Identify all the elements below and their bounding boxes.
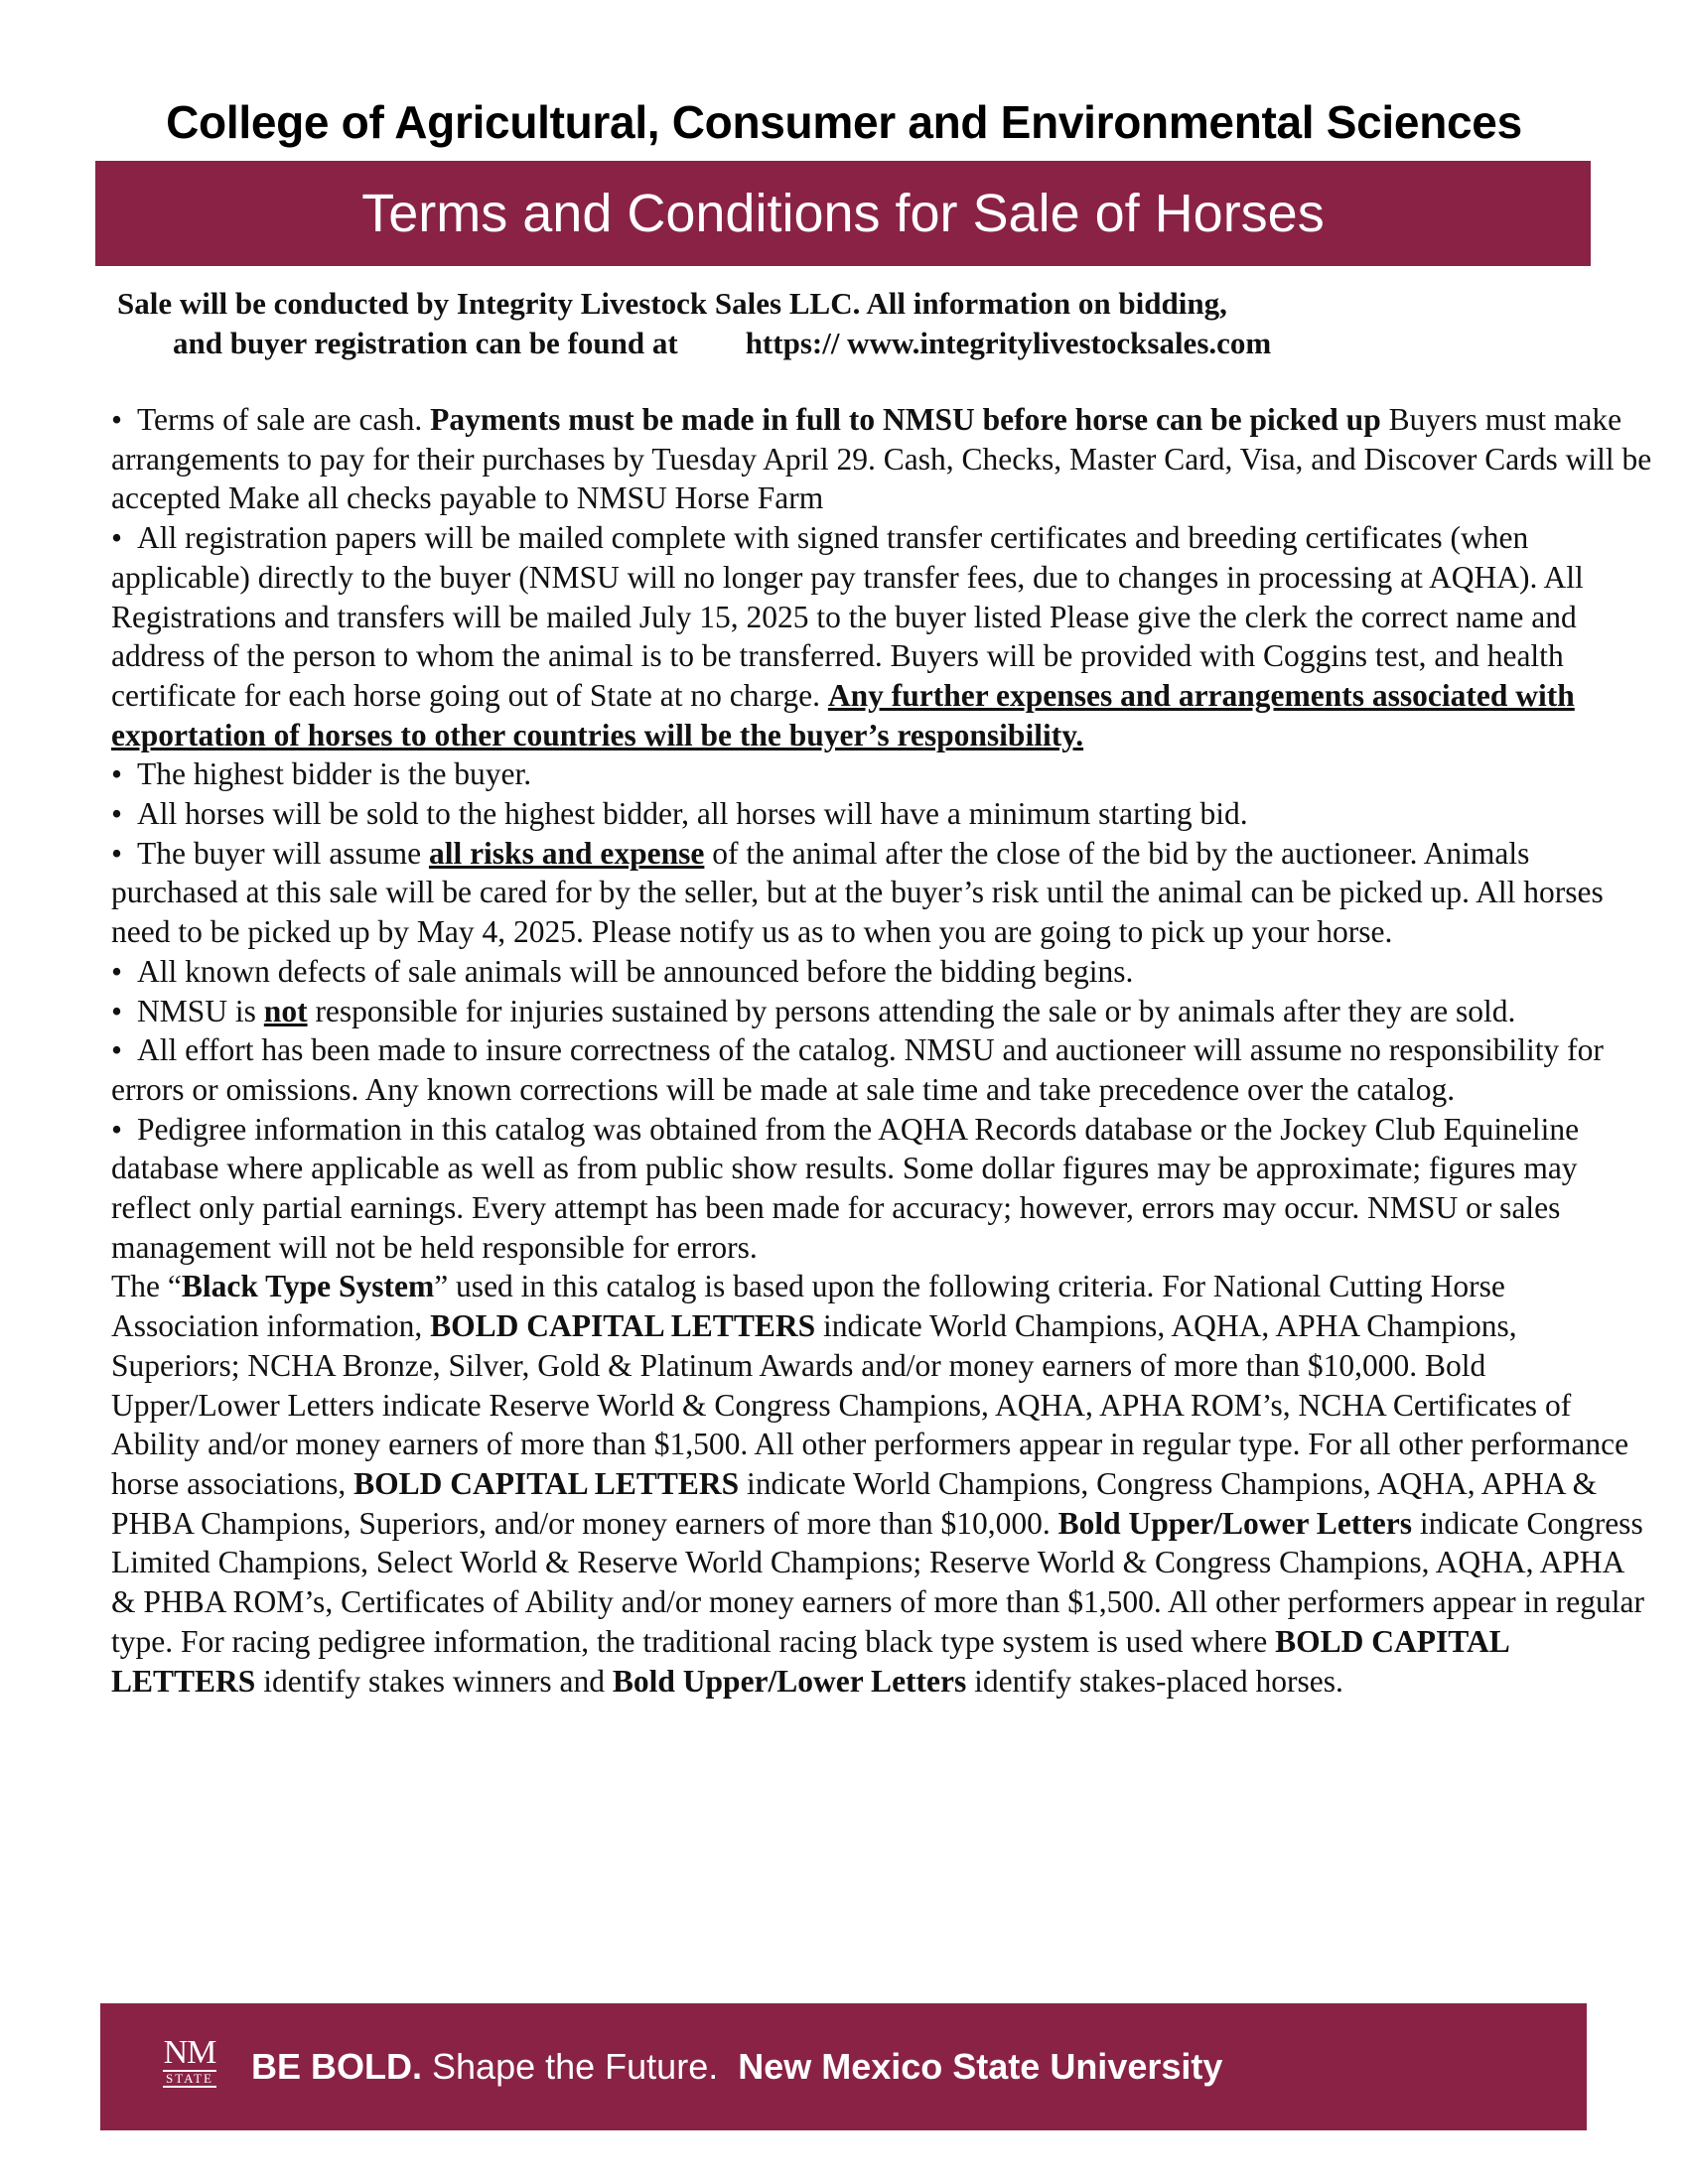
term-text: All effort has been made to insure correctness of the catalog. NMSU and auctioneer will assume no responsibility for errors or omissions. Any known corrections will be made at sale time and take precedence over the catalog. bbox=[111, 1032, 1604, 1107]
term-liability bbox=[111, 992, 1652, 1031]
term-text: The “ bbox=[111, 1269, 182, 1304]
intro-line-2-text: and buyer registration can be found at bbox=[173, 326, 678, 360]
term-text: Pedigree information in this catalog was obtained from the AQHA Records database or the Jockey Club Equineline database where applicable as well as from public show results. Some dollar figures may be approximate; figures may reflect only partial earnings. Every attempt has been made for accuracy; however, errors may occur. NMSU or sales management will not be held responsible for errors. bbox=[111, 1111, 1580, 1265]
term-defects bbox=[111, 952, 1652, 992]
term-catalog-correctness bbox=[111, 1030, 1652, 1109]
intro-line-1: Sale will be conducted by Integrity Livestock Sales LLC. All information on bidding, bbox=[117, 286, 1227, 321]
bullet: • bbox=[111, 993, 123, 1028]
term-bold: BOLD CAPITAL LETTERS bbox=[353, 1465, 740, 1501]
term-bold: BOLD CAPITAL LETTERS bbox=[430, 1308, 816, 1344]
website-link[interactable]: https:// www.integritylivestocksales.com bbox=[745, 326, 1272, 360]
term-text: All horses will be sold to the highest bidder, all horses will have a minimum starting bid. bbox=[137, 796, 1248, 832]
footer-university: New Mexico State University bbox=[738, 2046, 1223, 2087]
term-text: The buyer will assume bbox=[137, 835, 429, 871]
term-text: The highest bidder is the buyer. bbox=[137, 756, 532, 792]
term-registration bbox=[111, 518, 1652, 754]
term-text: ” used in this catalog is based upon the following criteria. For National Cutting Horse Association information, bbox=[111, 1269, 1505, 1344]
term-bold: Black Type System bbox=[181, 1269, 435, 1304]
term-pedigree bbox=[111, 1110, 1652, 1268]
term-bold: Bold Upper/Lower Letters bbox=[612, 1663, 967, 1699]
term-text: All known defects of sale animals will be announced before the bidding begins. bbox=[137, 953, 1134, 989]
bullet: • bbox=[111, 1111, 123, 1147]
bullet: • bbox=[111, 796, 123, 832]
black-type-system-paragraph bbox=[111, 1267, 1652, 1701]
term-text: identify stakes-placed horses. bbox=[966, 1663, 1343, 1699]
term-text: Buyers must make arrangements to pay for their purchases by Tuesday April 29. Cash, Checks, Master Card, Visa, and Discover Cards will be accepted Make all checks payable to NMSU Horse Farm bbox=[111, 402, 1652, 516]
term-bold: Payments must be made in full to NMSU before horse can be picked up bbox=[430, 402, 1381, 437]
term-text: NMSU is bbox=[137, 993, 264, 1028]
title-banner bbox=[95, 161, 1591, 266]
terms-list bbox=[111, 400, 1652, 1701]
term-risks bbox=[111, 834, 1652, 952]
page-title: Terms and Conditions for Sale of Horses bbox=[361, 184, 1325, 243]
college-heading: College of Agricultural, Consumer and Environmental Sciences bbox=[166, 96, 1522, 148]
term-text: identify stakes winners and bbox=[255, 1663, 613, 1699]
footer-bold: BE BOLD. bbox=[251, 2046, 423, 2087]
logo-text-top: NM bbox=[163, 2034, 216, 2071]
term-text: indicate World Champions, AQHA, APHA Champions, Superiors; NCHA Bronze, Silver, Gold & Platinum Awards and/or money earners of more than $10,000. Bold Upper/Lower Letters indicate Reserve World & Congress Champions, AQHA, APHA ROM’s, NCHA Certificates of Ability and/or money earners of more than $1,500. All other performers appear in regular type. For all other performance horse associations, bbox=[111, 1308, 1629, 1501]
term-text: indicate Congress Limited Champions, Select World & Reserve World Champions; Reserve World & Congress Champions, AQHA, APHA & PHBA ROM’s, Certificates of Ability and/or money earners of more than $1,500. All other performers appear in regular type. For racing pedigree information, the traditional racing black type system is used where bbox=[111, 1505, 1645, 1659]
footer-tagline bbox=[251, 2046, 1222, 2088]
footer-slogan: Shape the Future. bbox=[422, 2046, 739, 2087]
bullet: • bbox=[111, 756, 123, 792]
term-payment bbox=[111, 400, 1652, 518]
term-text: All registration papers will be mailed complete with signed transfer certificates and breeding certificates (when applicable) directly to the buyer (NMSU will no longer pay transfer fees, due to changes in processing at AQHA). All Registrations and transfers will be mailed July 15, 2025 to the buyer listed Please give the clerk the correct name and address of the person to whom the animal is to be transferred. Buyers will be provided with Coggins test, and health certificate for each horse going out of State at no charge. bbox=[111, 520, 1584, 713]
term-minimum-bid bbox=[111, 794, 1652, 834]
bullet: • bbox=[111, 1032, 123, 1068]
term-bold-underlined: not bbox=[263, 993, 308, 1028]
term-bold-underlined: Any further expenses and arrangements associated with exportation of horses to other countries will be the buyer’s responsibility. bbox=[111, 677, 1575, 752]
bullet: • bbox=[111, 520, 123, 556]
term-bold-underlined: all risks and expense bbox=[428, 835, 705, 871]
intro-line-2 bbox=[95, 324, 1591, 363]
intro-block bbox=[95, 284, 1591, 363]
logo-text-bottom: STATE bbox=[163, 2070, 216, 2088]
bullet: • bbox=[111, 953, 123, 989]
nmsu-logo-icon bbox=[160, 2036, 219, 2098]
bullet: • bbox=[111, 402, 123, 437]
term-text: indicate World Champions, Congress Champions, AQHA, APHA & PHBA Champions, Superiors, and/or money earners of more than $10,000. bbox=[111, 1465, 1598, 1541]
bullet: • bbox=[111, 835, 123, 871]
term-bold: Bold Upper/Lower Letters bbox=[1057, 1505, 1412, 1541]
term-highest-bidder bbox=[111, 754, 1652, 794]
term-text: responsible for injuries sustained by persons attending the sale or by animals after they are sold. bbox=[307, 993, 1516, 1028]
term-bold: BOLD CAPITAL LETTERS bbox=[111, 1623, 1508, 1699]
term-text: of the animal after the close of the bid by the auctioneer. Animals purchased at this sale will be cared for by the seller, but at the buyer’s risk until the animal can be picked up. All horses need to be picked up by May 4, 2025. Please notify us as to when you are going to pick up your horse. bbox=[111, 835, 1604, 950]
footer-banner bbox=[100, 2003, 1587, 2130]
term-text: Terms of sale are cash. bbox=[137, 402, 431, 437]
